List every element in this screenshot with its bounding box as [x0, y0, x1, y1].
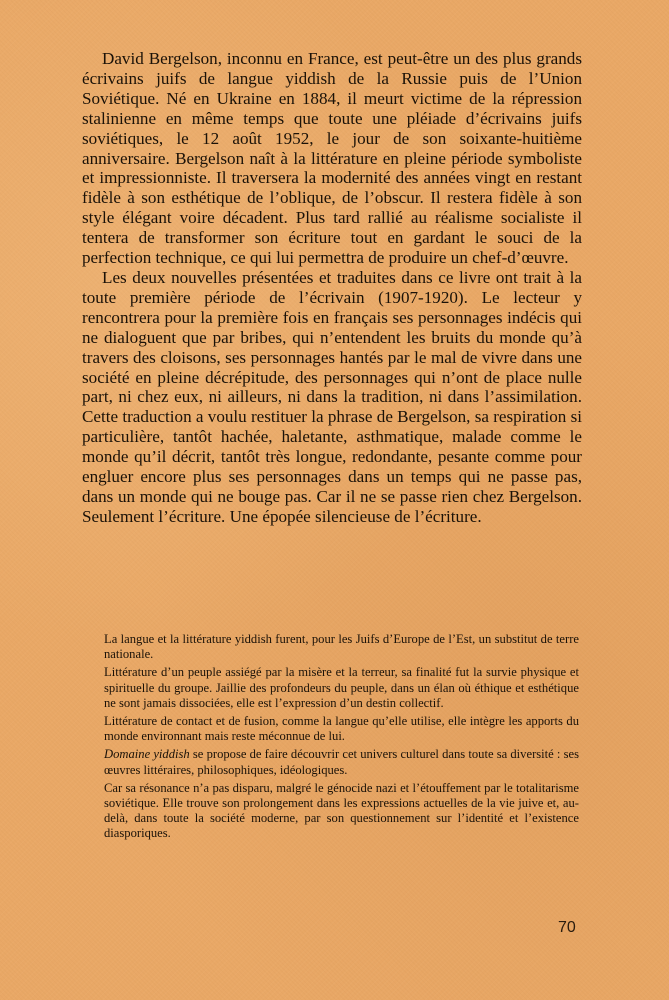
series-paragraph-5: Car sa résonance n’a pas disparu, malgré le génocide nazi et l’étouffement par le totalitarisme soviétique. Elle trouve son prolongement dans les expressions actuelles de la vie juive et, au-delà, dans toute la société moderne, par son questionnement sur l’identité et l’existence diasporiques.	[104, 780, 579, 841]
main-description	[82, 49, 582, 527]
series-paragraph-4-text: se propose de faire découvrir cet univers culturel dans toute sa diversité : ses œuvres littéraires, philosophiques, idéologiques.	[104, 747, 579, 777]
main-paragraph-2: Les deux nouvelles présentées et traduites dans ce livre ont trait à la toute première période de l’écrivain (1907-1920). Le lecteur y rencontrera pour la première fois en français ses personnages indécis qui ne dialoguent que par bribes, qui n’entendent les bruits du monde qu’à travers des cloisons, ses personnages hantés par le mal de vivre dans une société en pleine décrépitude, des personnages qui n’ont de place nulle part, ni chez eux, ni ailleurs, ni dans la tradition, ni dans l’assimilation. Cette traduction a voulu restituer la phrase de Bergelson, sa respiration si particulière, tantôt hachée, haletante, asthmatique, malade comme le monde qu’il décrit, tantôt très longue, redondante, pesante comme pour engluer encore plus ses personnages dans un temps qui ne passe pas, dans un monde qui ne bouge pas. Car il ne se passe rien chez Bergelson. Seulement l’écriture. Une épopée silencieuse de l’écriture.	[82, 267, 583, 526]
series-description	[104, 632, 579, 845]
series-paragraph-3: Littérature de contact et de fusion, comme la langue qu’elle utilise, elle intègre les apports du monde environnant mais reste méconnue de lui.	[104, 714, 579, 744]
page-number: 70	[558, 919, 576, 936]
series-paragraph-1: La langue et la littérature yiddish furent, pour les Juifs d’Europe de l’Est, un substitut de terre nationale.	[104, 632, 579, 662]
series-paragraph-4	[104, 747, 579, 777]
series-paragraph-2: Littérature d’un peuple assiégé par la misère et la terreur, sa finalité fut la survie physique et spirituelle du groupe. Jaillie des profondeurs du peuple, dans un élan où éthique et esthétique ne sont jamais dissociées, elle est l’expression d’un destin collectif.	[104, 665, 579, 710]
main-paragraph-1: David Bergelson, inconnu en France, est peut-être un des plus grands écrivains juifs de langue yiddish de la Russie puis de l’Union Soviétique. Né en Ukraine en 1884, il meurt victime de la répression stalinienne en même temps que toute une pléiade d’écrivains juifs soviétiques, le 12 août 1952, le jour de son soixante-huitième anniversaire. Bergelson naît à la littérature en pleine période symboliste et impressionniste. Il traversera la modernité des années vingt en restant fidèle à son esthétique de l’oblique, de l’obscur. Il restera fidèle à son style élégant voire décadent. Plus tard rallié au réalisme socialiste il tentera de transformer son écriture tout en gardant le souci de la perfection technique, ce qui lui permettra de produire un chef-d’œuvre.	[82, 49, 582, 268]
series-title: Domaine yiddish	[104, 747, 190, 762]
